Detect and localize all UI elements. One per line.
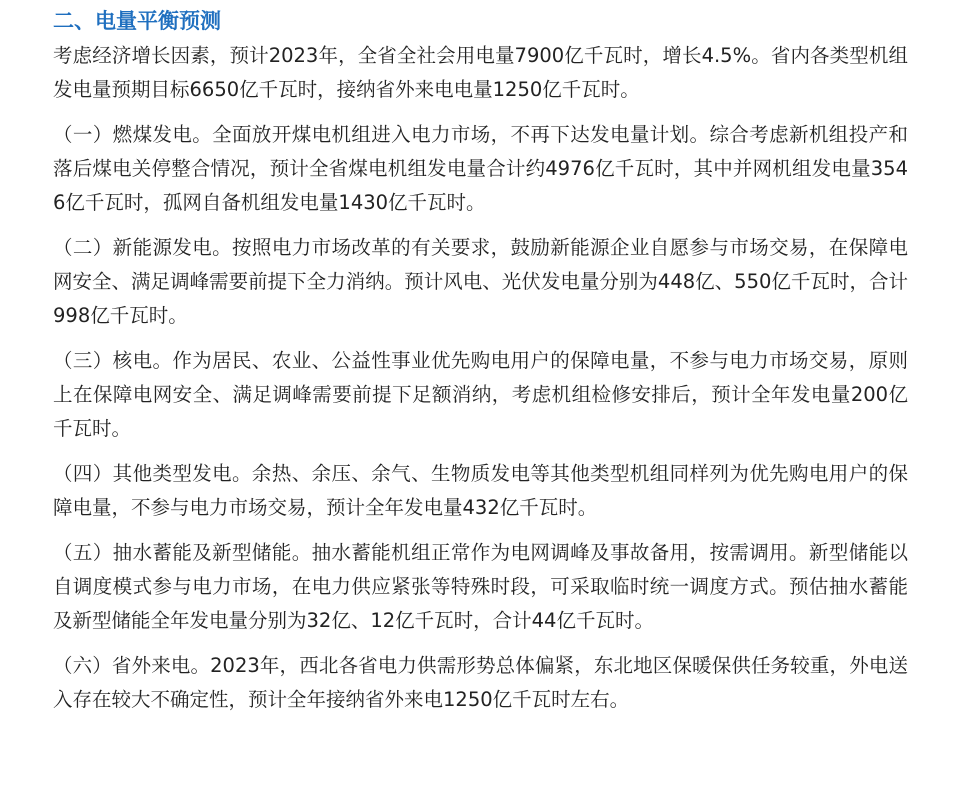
paragraph-intro: 考虑经济增长因素，预计2023年，全省全社会用电量7900亿千瓦时，增长4.5%。省内各类型机组发电量预期目标6650亿千瓦时，接纳省外来电电量1250亿千瓦时。	[53, 44, 908, 101]
paragraph-new-energy: （二）新能源发电。按照电力市场改革的有关要求，鼓励新能源企业自愿参与市场交易，在保障电网安全、满足调峰需要前提下全力消纳。预计风电、光伏发电量分别为448亿、550亿千瓦时，合计998亿千瓦时。	[53, 236, 908, 327]
paragraph-coal-power: （一）燃煤发电。全面放开煤电机组进入电力市场，不再下达发电量计划。综合考虑新机组投产和落后煤电关停整合情况，预计全省煤电机组发电量合计约4976亿千瓦时，其中并网机组发电量3546亿千瓦时，孤网自备机组发电量1430亿千瓦时。	[53, 123, 908, 214]
paragraph-other-generation: （四）其他类型发电。余热、余压、余气、生物质发电等其他类型机组同样列为优先购电用户的保障电量，不参与电力市场交易，预计全年发电量432亿千瓦时。	[53, 462, 908, 519]
paragraph-pumped-storage: （五）抽水蓄能及新型储能。抽水蓄能机组正常作为电网调峰及事故备用，按需调用。新型储能以自调度模式参与电力市场，在电力供应紧张等特殊时段，可采取临时统一调度方式。预估抽水蓄能及新型储能全年发电量分别为32亿、12亿千瓦时，合计44亿千瓦时。	[53, 541, 908, 632]
paragraph-external-power: （六）省外来电。2023年，西北各省电力供需形势总体偏紧，东北地区保暖保供任务较重，外电送入存在较大不确定性，预计全年接纳省外来电1250亿千瓦时左右。	[53, 654, 908, 711]
paragraph-nuclear-power: （三）核电。作为居民、农业、公益性事业优先购电用户的保障电量，不参与电力市场交易，原则上在保障电网安全、满足调峰需要前提下足额消纳，考虑机组检修安排后，预计全年发电量200亿千瓦时。	[53, 349, 908, 440]
section-heading: 二、电量平衡预测	[53, 9, 221, 33]
